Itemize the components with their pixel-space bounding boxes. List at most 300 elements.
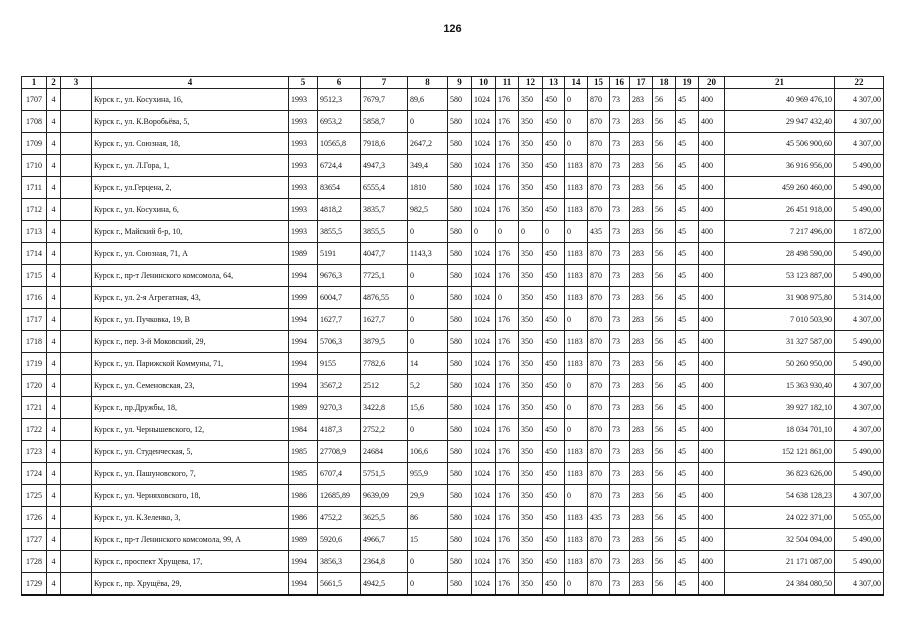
cell-col-3 [61,243,92,265]
cell-col-1: 1719 [22,353,47,375]
cell-col-15: 870 [588,419,610,441]
cell-col-8: 955,9 [408,463,448,485]
cell-col-9: 580 [448,485,472,507]
cell-col-13: 450 [543,507,565,529]
cell-col-21: 15 363 930,40 [725,375,835,397]
cell-col-14: 0 [565,221,588,243]
cell-col-16: 73 [610,551,630,573]
cell-col-18: 56 [653,199,676,221]
table-row [22,529,884,551]
cell-col-14: 0 [565,111,588,133]
cell-col-5: 1994 [289,331,318,353]
cell-col-14: 1183 [565,551,588,573]
cell-col-9: 580 [448,177,472,199]
cell-col-16: 73 [610,89,630,111]
cell-col-22: 4 307,00 [835,309,884,331]
cell-col-15: 870 [588,485,610,507]
cell-col-11: 176 [496,199,519,221]
cell-col-14: 1183 [565,463,588,485]
cell-col-10: 1024 [472,573,496,596]
cell-col-10: 1024 [472,331,496,353]
cell-col-9: 580 [448,243,472,265]
cell-col-16: 73 [610,221,630,243]
cell-col-12: 350 [519,573,543,596]
cell-col-7: 3879,5 [361,331,408,353]
cell-col-11: 176 [496,155,519,177]
cell-col-18: 56 [653,111,676,133]
cell-col-19: 45 [676,221,699,243]
cell-col-13: 450 [543,177,565,199]
cell-col-1: 1714 [22,243,47,265]
cell-col-22: 4 307,00 [835,89,884,111]
cell-col-4: Курск г., ул. К.Воробьёва, 5, [92,111,289,133]
cell-col-10: 1024 [472,397,496,419]
cell-col-20: 400 [699,309,725,331]
cell-col-22: 1 872,00 [835,221,884,243]
cell-col-4: Курск г., ул.Герцена, 2, [92,177,289,199]
cell-col-10: 1024 [472,199,496,221]
cell-col-10: 1024 [472,463,496,485]
cell-col-12: 350 [519,375,543,397]
cell-col-12: 350 [519,309,543,331]
column-header-5: 5 [289,77,318,89]
register-table [21,76,884,596]
cell-col-14: 1183 [565,529,588,551]
table-row [22,309,884,331]
table-row [22,463,884,485]
cell-col-11: 176 [496,331,519,353]
cell-col-9: 580 [448,375,472,397]
cell-col-10: 1024 [472,89,496,111]
cell-col-22: 5 490,00 [835,177,884,199]
cell-col-8: 89,6 [408,89,448,111]
cell-col-21: 28 498 590,00 [725,243,835,265]
cell-col-19: 45 [676,133,699,155]
cell-col-9: 580 [448,441,472,463]
cell-col-17: 283 [630,221,653,243]
cell-col-9: 580 [448,265,472,287]
cell-col-12: 350 [519,199,543,221]
cell-col-4: Курск г., ул. Парижской Коммуны, 71, [92,353,289,375]
cell-col-18: 56 [653,441,676,463]
cell-col-20: 400 [699,441,725,463]
cell-col-4: Курск г., пер. 3-й Моковский, 29, [92,331,289,353]
cell-col-20: 400 [699,111,725,133]
column-header-16: 16 [610,77,630,89]
cell-col-21: 54 638 128,23 [725,485,835,507]
cell-col-20: 400 [699,177,725,199]
cell-col-15: 870 [588,265,610,287]
cell-col-19: 45 [676,89,699,111]
cell-col-15: 870 [588,177,610,199]
cell-col-17: 283 [630,155,653,177]
cell-col-15: 870 [588,463,610,485]
cell-col-14: 0 [565,375,588,397]
cell-col-21: 459 260 460,00 [725,177,835,199]
cell-col-5: 1994 [289,265,318,287]
cell-col-7: 9639,09 [361,485,408,507]
table-row [22,397,884,419]
cell-col-14: 1183 [565,199,588,221]
column-header-6: 6 [318,77,361,89]
cell-col-21: 24 384 080,50 [725,573,835,596]
cell-col-16: 73 [610,507,630,529]
cell-col-9: 580 [448,89,472,111]
cell-col-7: 7725,1 [361,265,408,287]
cell-col-22: 5 490,00 [835,441,884,463]
cell-col-7: 4876,55 [361,287,408,309]
cell-col-4: Курск г., пр. Хрущёва, 29, [92,573,289,596]
cell-col-7: 4942,5 [361,573,408,596]
cell-col-19: 45 [676,529,699,551]
cell-col-15: 870 [588,529,610,551]
cell-col-18: 56 [653,287,676,309]
cell-col-11: 176 [496,375,519,397]
cell-col-5: 1994 [289,375,318,397]
cell-col-7: 7679,7 [361,89,408,111]
cell-col-8: 0 [408,265,448,287]
cell-col-21: 18 034 701,10 [725,419,835,441]
cell-col-14: 0 [565,89,588,111]
table-row [22,551,884,573]
table-row [22,485,884,507]
cell-col-21: 45 506 900,60 [725,133,835,155]
cell-col-19: 45 [676,353,699,375]
cell-col-16: 73 [610,331,630,353]
cell-col-13: 450 [543,573,565,596]
cell-col-12: 350 [519,551,543,573]
cell-col-22: 5 490,00 [835,331,884,353]
cell-col-8: 15 [408,529,448,551]
cell-col-21: 36 916 956,00 [725,155,835,177]
cell-col-8: 0 [408,331,448,353]
cell-col-7: 1627,7 [361,309,408,331]
cell-col-9: 580 [448,221,472,243]
cell-col-17: 283 [630,573,653,596]
cell-col-13: 450 [543,331,565,353]
cell-col-1: 1721 [22,397,47,419]
cell-col-1: 1726 [22,507,47,529]
cell-col-10: 1024 [472,177,496,199]
cell-col-5: 1989 [289,397,318,419]
cell-col-15: 870 [588,155,610,177]
cell-col-5: 1994 [289,353,318,375]
cell-col-2: 4 [47,441,61,463]
cell-col-6: 9676,3 [318,265,361,287]
cell-col-2: 4 [47,309,61,331]
cell-col-2: 4 [47,551,61,573]
cell-col-20: 400 [699,89,725,111]
cell-col-7: 4947,3 [361,155,408,177]
cell-col-18: 56 [653,177,676,199]
cell-col-15: 870 [588,375,610,397]
cell-col-8: 0 [408,287,448,309]
cell-col-20: 400 [699,331,725,353]
cell-col-4: Курск г., ул. Студенческая, 5, [92,441,289,463]
cell-col-9: 580 [448,507,472,529]
cell-col-3 [61,507,92,529]
cell-col-8: 0 [408,309,448,331]
cell-col-5: 1985 [289,441,318,463]
cell-col-2: 4 [47,199,61,221]
cell-col-18: 56 [653,573,676,596]
cell-col-12: 350 [519,463,543,485]
cell-col-20: 400 [699,199,725,221]
table-row [22,375,884,397]
cell-col-20: 400 [699,529,725,551]
cell-col-17: 283 [630,375,653,397]
cell-col-20: 400 [699,353,725,375]
cell-col-16: 73 [610,529,630,551]
cell-col-9: 580 [448,133,472,155]
cell-col-21: 21 171 087,00 [725,551,835,573]
cell-col-1: 1715 [22,265,47,287]
cell-col-17: 283 [630,441,653,463]
cell-col-21: 53 123 887,00 [725,265,835,287]
cell-col-17: 283 [630,265,653,287]
cell-col-12: 350 [519,243,543,265]
cell-col-17: 283 [630,397,653,419]
cell-col-2: 4 [47,133,61,155]
cell-col-13: 450 [543,111,565,133]
cell-col-10: 1024 [472,353,496,375]
cell-col-3 [61,573,92,596]
cell-col-18: 56 [653,551,676,573]
cell-col-19: 45 [676,111,699,133]
cell-col-8: 1810 [408,177,448,199]
cell-col-9: 580 [448,287,472,309]
cell-col-10: 1024 [472,133,496,155]
column-header-22: 22 [835,77,884,89]
cell-col-7: 5858,7 [361,111,408,133]
cell-col-11: 176 [496,265,519,287]
cell-col-22: 5 314,00 [835,287,884,309]
cell-col-10: 1024 [472,111,496,133]
cell-col-19: 45 [676,155,699,177]
cell-col-2: 4 [47,111,61,133]
cell-col-11: 0 [496,221,519,243]
cell-col-11: 176 [496,397,519,419]
cell-col-21: 7 217 496,00 [725,221,835,243]
cell-col-1: 1716 [22,287,47,309]
cell-col-12: 350 [519,155,543,177]
cell-col-6: 83654 [318,177,361,199]
column-header-19: 19 [676,77,699,89]
cell-col-1: 1720 [22,375,47,397]
column-header-9: 9 [448,77,472,89]
cell-col-2: 4 [47,155,61,177]
cell-col-21: 24 022 371,00 [725,507,835,529]
cell-col-12: 350 [519,177,543,199]
cell-col-20: 400 [699,419,725,441]
cell-col-14: 0 [565,419,588,441]
cell-col-11: 176 [496,133,519,155]
cell-col-13: 450 [543,309,565,331]
table-row [22,89,884,111]
cell-col-22: 4 307,00 [835,133,884,155]
cell-col-11: 176 [496,529,519,551]
cell-col-2: 4 [47,287,61,309]
cell-col-22: 4 307,00 [835,573,884,596]
cell-col-7: 4047,7 [361,243,408,265]
cell-col-10: 1024 [472,287,496,309]
column-header-15: 15 [588,77,610,89]
cell-col-22: 5 490,00 [835,551,884,573]
cell-col-21: 40 969 476,10 [725,89,835,111]
cell-col-6: 9512,3 [318,89,361,111]
cell-col-9: 580 [448,353,472,375]
cell-col-8: 1143,3 [408,243,448,265]
table-row [22,155,884,177]
column-header-21: 21 [725,77,835,89]
cell-col-17: 283 [630,111,653,133]
header-row [22,77,884,89]
cell-col-2: 4 [47,463,61,485]
cell-col-16: 73 [610,573,630,596]
cell-col-4: Курск г., ул. Союзная, 71, А [92,243,289,265]
cell-col-4: Курск г., ул. Союзная, 18, [92,133,289,155]
cell-col-16: 73 [610,397,630,419]
cell-col-21: 50 260 950,00 [725,353,835,375]
cell-col-13: 0 [543,221,565,243]
cell-col-17: 283 [630,331,653,353]
cell-col-4: Курск г., пр.Дружбы, 18, [92,397,289,419]
cell-col-13: 450 [543,551,565,573]
column-header-4: 4 [92,77,289,89]
cell-col-5: 1994 [289,309,318,331]
cell-col-13: 450 [543,89,565,111]
cell-col-21: 31 908 975,80 [725,287,835,309]
cell-col-8: 106,6 [408,441,448,463]
cell-col-2: 4 [47,177,61,199]
cell-col-19: 45 [676,397,699,419]
cell-col-14: 1183 [565,155,588,177]
cell-col-8: 2647,2 [408,133,448,155]
cell-col-19: 45 [676,419,699,441]
cell-col-14: 1183 [565,353,588,375]
cell-col-5: 1993 [289,155,318,177]
cell-col-15: 870 [588,287,610,309]
cell-col-7: 24684 [361,441,408,463]
cell-col-8: 15,6 [408,397,448,419]
cell-col-14: 1183 [565,265,588,287]
table-row [22,111,884,133]
cell-col-16: 73 [610,485,630,507]
cell-col-15: 870 [588,353,610,375]
cell-col-4: Курск г., Майский б-р, 10, [92,221,289,243]
cell-col-1: 1713 [22,221,47,243]
cell-col-20: 400 [699,243,725,265]
cell-col-14: 0 [565,485,588,507]
cell-col-13: 450 [543,133,565,155]
cell-col-6: 1627,7 [318,309,361,331]
cell-col-16: 73 [610,265,630,287]
cell-col-10: 1024 [472,265,496,287]
cell-col-14: 1183 [565,331,588,353]
cell-col-20: 400 [699,485,725,507]
cell-col-3 [61,463,92,485]
cell-col-6: 12685,89 [318,485,361,507]
column-header-20: 20 [699,77,725,89]
cell-col-3 [61,353,92,375]
cell-col-12: 350 [519,111,543,133]
cell-col-19: 45 [676,265,699,287]
cell-col-4: Курск г., ул. Семеновская, 23, [92,375,289,397]
cell-col-9: 580 [448,111,472,133]
cell-col-17: 283 [630,463,653,485]
cell-col-12: 350 [519,133,543,155]
cell-col-9: 580 [448,155,472,177]
cell-col-17: 283 [630,353,653,375]
cell-col-13: 450 [543,265,565,287]
cell-col-1: 1718 [22,331,47,353]
cell-col-7: 2752,2 [361,419,408,441]
cell-col-10: 0 [472,221,496,243]
cell-col-15: 435 [588,507,610,529]
cell-col-19: 45 [676,331,699,353]
cell-col-6: 3855,5 [318,221,361,243]
cell-col-17: 283 [630,89,653,111]
cell-col-22: 5 490,00 [835,199,884,221]
cell-col-22: 4 307,00 [835,419,884,441]
cell-col-18: 56 [653,243,676,265]
cell-col-4: Курск г., ул. Косухина, 6, [92,199,289,221]
column-header-8: 8 [408,77,448,89]
cell-col-1: 1723 [22,441,47,463]
cell-col-20: 400 [699,133,725,155]
cell-col-2: 4 [47,353,61,375]
cell-col-2: 4 [47,265,61,287]
cell-col-1: 1717 [22,309,47,331]
cell-col-15: 870 [588,199,610,221]
cell-col-18: 56 [653,133,676,155]
cell-col-11: 176 [496,507,519,529]
cell-col-4: Курск г., ул. 2-я Агрегатная, 43, [92,287,289,309]
cell-col-4: Курск г., проспект Хрущева, 17, [92,551,289,573]
cell-col-11: 176 [496,353,519,375]
cell-col-5: 1993 [289,221,318,243]
cell-col-8: 86 [408,507,448,529]
cell-col-6: 10565,8 [318,133,361,155]
column-header-1: 1 [22,77,47,89]
cell-col-9: 580 [448,529,472,551]
cell-col-16: 73 [610,353,630,375]
cell-col-19: 45 [676,309,699,331]
column-header-7: 7 [361,77,408,89]
cell-col-7: 2512 [361,375,408,397]
column-header-3: 3 [61,77,92,89]
cell-col-13: 450 [543,287,565,309]
cell-col-10: 1024 [472,309,496,331]
cell-col-20: 400 [699,155,725,177]
cell-col-18: 56 [653,221,676,243]
cell-col-2: 4 [47,221,61,243]
cell-col-11: 176 [496,309,519,331]
cell-col-7: 3625,5 [361,507,408,529]
cell-col-7: 7782,6 [361,353,408,375]
cell-col-16: 73 [610,177,630,199]
cell-col-10: 1024 [472,507,496,529]
cell-col-20: 400 [699,397,725,419]
cell-col-2: 4 [47,375,61,397]
cell-col-16: 73 [610,199,630,221]
cell-col-16: 73 [610,419,630,441]
cell-col-19: 45 [676,485,699,507]
cell-col-16: 73 [610,463,630,485]
cell-col-1: 1722 [22,419,47,441]
cell-col-6: 3856,3 [318,551,361,573]
cell-col-12: 350 [519,353,543,375]
